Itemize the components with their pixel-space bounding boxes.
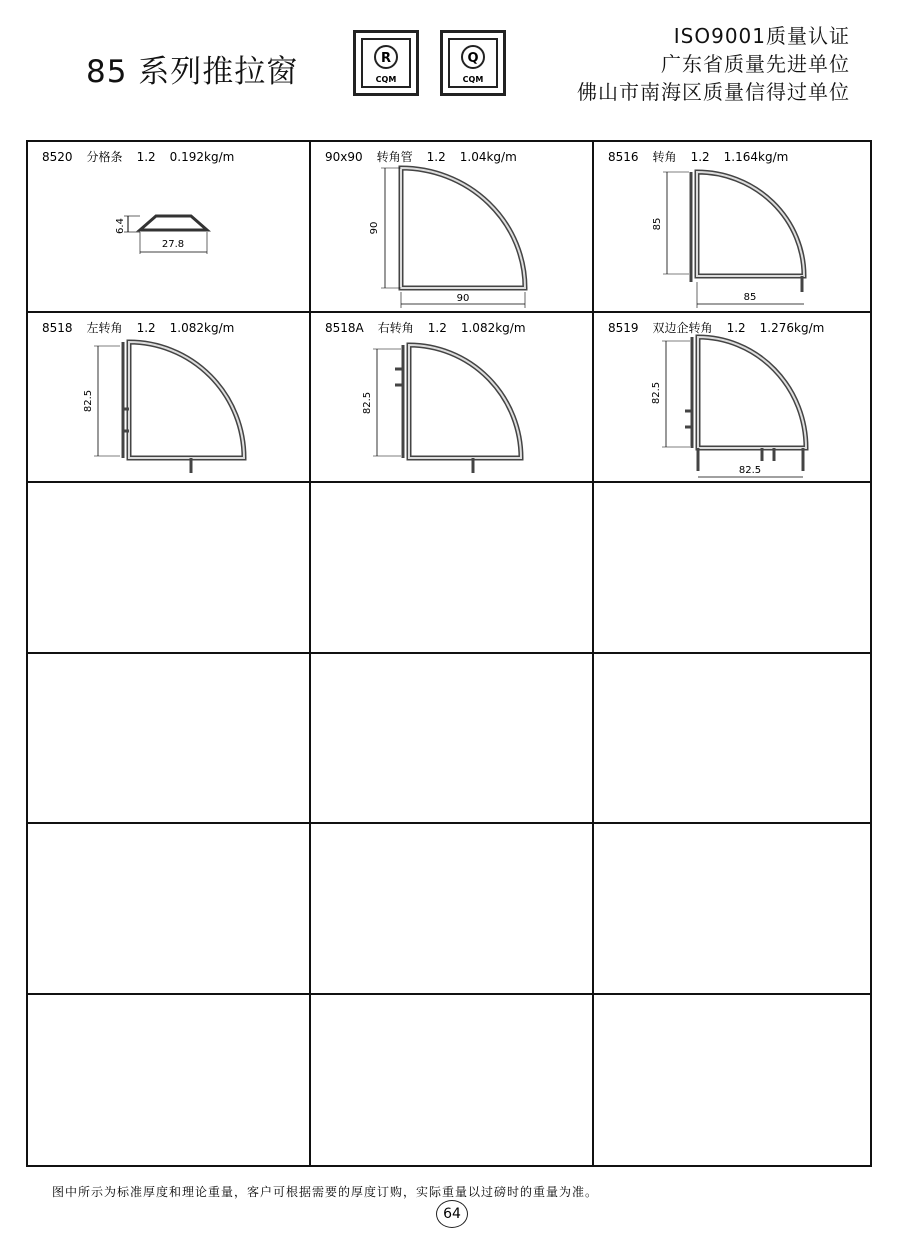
svg-text:90: 90 — [369, 221, 380, 235]
empty-cell — [311, 824, 594, 995]
profile-drawing-8518 — [28, 313, 311, 483]
svg-text:CQM: CQM — [375, 75, 397, 84]
empty-cell — [311, 654, 594, 825]
profile-cell-90x90 — [311, 142, 594, 313]
page-number: 64 — [436, 1200, 468, 1228]
svg-text:82.5: 82.5 — [651, 381, 662, 404]
profile-caption: 8518 左转角 1.2 1.082kg/m — [42, 320, 235, 335]
empty-cell — [594, 824, 870, 995]
profile-caption: 8516 转角 1.2 1.164kg/m — [608, 150, 789, 164]
svg-text:85: 85 — [743, 292, 757, 303]
svg-text:R: R — [380, 51, 392, 66]
svg-text:82.5: 82.5 — [83, 389, 94, 412]
empty-cell — [28, 654, 311, 825]
cqm-q-logo — [440, 30, 506, 96]
certification-list — [577, 22, 850, 106]
profile-drawing-8518A — [311, 313, 594, 483]
empty-cell — [594, 995, 870, 1166]
certification-item: ISO9001质量认证 — [673, 24, 850, 48]
svg-text:27.8: 27.8 — [161, 239, 185, 250]
svg-text:Q: Q — [467, 51, 479, 66]
profile-grid — [26, 140, 872, 1167]
certification-item: 佛山市南海区质量信得过单位 — [577, 80, 850, 104]
profile-cell-8518 — [28, 313, 311, 484]
profile-caption: 8519 双边企转角 1.2 1.276kg/m — [608, 320, 825, 335]
svg-text:85: 85 — [652, 217, 663, 231]
profile-drawing-8516 — [594, 142, 870, 312]
profile-caption: 90x90 转角管 1.2 1.04kg/m — [325, 150, 517, 164]
empty-cell — [311, 483, 594, 654]
empty-cell — [28, 483, 311, 654]
profile-cell-8518A — [311, 313, 594, 484]
profile-cell-8520 — [28, 142, 311, 313]
footer-note: 图中所示为标准厚度和理论重量，客户可根据需要的厚度订购，实际重量以过磅时的重量为准。 — [52, 1185, 599, 1199]
empty-cell — [28, 824, 311, 995]
profile-drawing-8520 — [28, 142, 311, 312]
certification-item: 广东省质量先进单位 — [661, 52, 850, 76]
page-title: 85 系列推拉窗 — [86, 54, 299, 90]
profile-caption: 8518A 右转角 1.2 1.082kg/m — [325, 320, 526, 335]
svg-text:82.5: 82.5 — [738, 464, 762, 476]
profile-caption: 8520 分格条 1.2 0.192kg/m — [42, 150, 235, 164]
empty-cell — [311, 995, 594, 1166]
svg-text:82.5: 82.5 — [362, 391, 373, 414]
cqm-r-logo — [353, 30, 419, 96]
svg-text:6.4: 6.4 — [115, 218, 126, 234]
svg-text:90: 90 — [456, 293, 470, 304]
profile-drawing-8519 — [594, 313, 870, 483]
profile-cell-8516 — [594, 142, 870, 313]
profile-cell-8519 — [594, 313, 870, 484]
empty-cell — [594, 654, 870, 825]
empty-cell — [594, 483, 870, 654]
empty-cell — [28, 995, 311, 1166]
profile-drawing-90x90 — [311, 142, 594, 312]
svg-text:CQM: CQM — [462, 75, 484, 84]
